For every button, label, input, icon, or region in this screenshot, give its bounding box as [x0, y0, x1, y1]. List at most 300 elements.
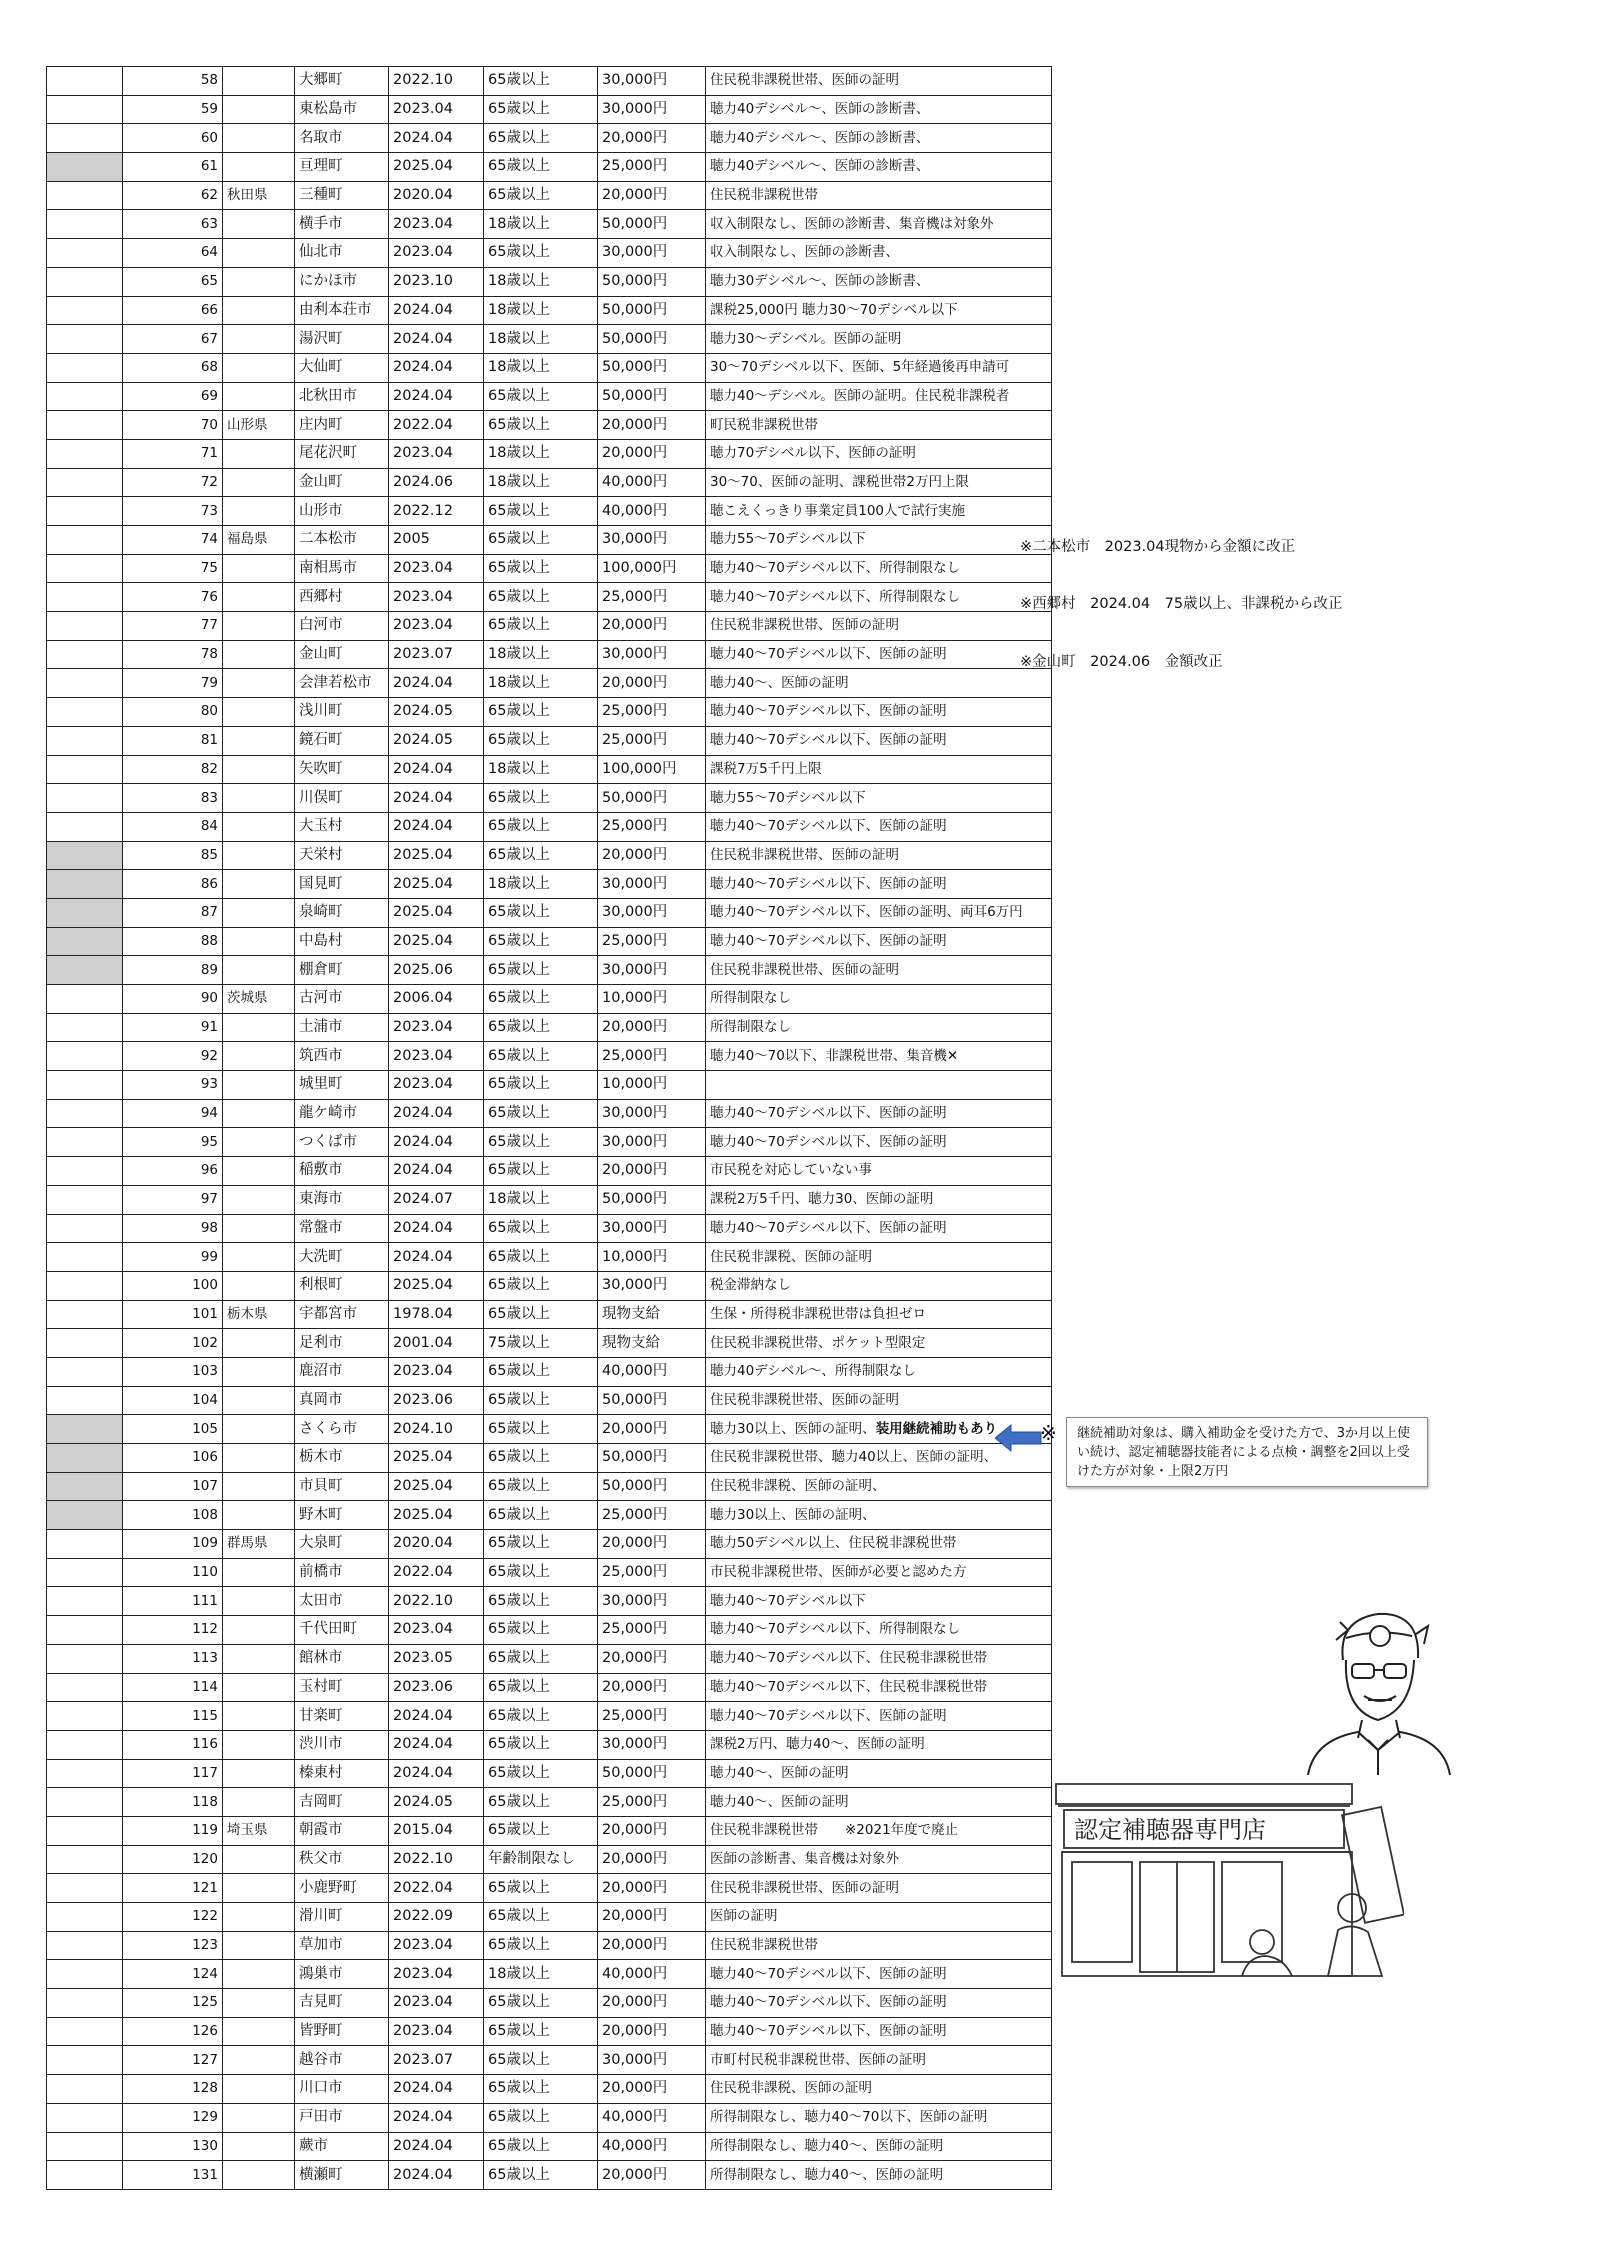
age-cell: 65歳以上 [484, 985, 598, 1014]
table-row [47, 1415, 1052, 1444]
age-cell: 年齢制限なし [484, 1845, 598, 1874]
age-cell: 65歳以上 [484, 1989, 598, 2018]
conditions-text: 所得制限なし、聴力40～70以下、医師の証明 [710, 2109, 988, 2126]
municipality-cell: 栃木市 [295, 1444, 389, 1473]
amount-cell: 30,000円 [598, 640, 706, 669]
conditions-text: 聴力30以上、医師の証明、 [710, 1420, 876, 1437]
municipality-cell: 白河市 [295, 612, 389, 641]
prefecture-cell [223, 1386, 295, 1415]
age-cell: 18歳以上 [484, 267, 598, 296]
table-row [47, 898, 1052, 927]
conditions-cell [706, 1271, 1052, 1300]
prefecture-cell: 栃木県 [223, 1300, 295, 1329]
status-cell [47, 325, 123, 354]
side-note-nishigo: ※西郷村 2024.04 75歳以上、非課税から改正 [1020, 596, 1343, 612]
conditions-cell [706, 2017, 1052, 2046]
age-cell: 65歳以上 [484, 554, 598, 583]
start-date-cell: 2022.04 [389, 1874, 484, 1903]
prefecture-cell [223, 1903, 295, 1932]
conditions-cell [706, 411, 1052, 440]
conditions-text: 聴力40～70以下、非課税世帯、集音機✕ [710, 1047, 959, 1064]
age-cell: 18歳以上 [484, 210, 598, 239]
row-number: 126 [123, 2017, 223, 2046]
row-number: 113 [123, 1644, 223, 1673]
table-row [47, 210, 1052, 239]
conditions-text: 聴力40～70デシベル以下、医師の証明 [710, 646, 947, 663]
start-date-cell: 2001.04 [389, 1329, 484, 1358]
status-cell [47, 841, 123, 870]
municipality-cell: 小鹿野町 [295, 1874, 389, 1903]
status-cell [47, 181, 123, 210]
table-row [47, 1185, 1052, 1214]
municipality-cell: 西郷村 [295, 583, 389, 612]
amount-cell: 20,000円 [598, 2075, 706, 2104]
municipality-cell: 川口市 [295, 2075, 389, 2104]
table-row [47, 1243, 1052, 1272]
table-row [47, 841, 1052, 870]
prefecture-cell [223, 239, 295, 268]
table-row [47, 1472, 1052, 1501]
age-cell: 65歳以上 [484, 1501, 598, 1530]
municipality-cell: 龍ケ崎市 [295, 1099, 389, 1128]
amount-cell: 現物支給 [598, 1300, 706, 1329]
age-cell: 65歳以上 [484, 1271, 598, 1300]
row-number: 117 [123, 1759, 223, 1788]
amount-cell: 30,000円 [598, 1128, 706, 1157]
conditions-text: 住民税非課税、医師の証明 [710, 1248, 872, 1265]
conditions-text: 住民税非課税世帯、医師の証明 [710, 617, 899, 634]
status-cell [47, 239, 123, 268]
start-date-cell: 2023.04 [389, 210, 484, 239]
age-cell: 65歳以上 [484, 1903, 598, 1932]
conditions-text: 聴力40～デシベル。医師の証明。住民税非課税者 [710, 387, 1010, 404]
status-cell [47, 95, 123, 124]
subsidy-table [46, 66, 1052, 2190]
age-cell: 65歳以上 [484, 841, 598, 870]
row-number: 79 [123, 669, 223, 698]
amount-cell: 20,000円 [598, 1157, 706, 1186]
status-cell [47, 124, 123, 153]
table-row [47, 325, 1052, 354]
table-row [47, 239, 1052, 268]
conditions-cell [706, 1558, 1052, 1587]
municipality-cell: 名取市 [295, 124, 389, 153]
row-number: 120 [123, 1845, 223, 1874]
age-cell: 65歳以上 [484, 612, 598, 641]
status-cell [47, 726, 123, 755]
prefecture-cell [223, 583, 295, 612]
row-number: 71 [123, 439, 223, 468]
prefecture-cell [223, 67, 295, 96]
amount-cell: 20,000円 [598, 1903, 706, 1932]
municipality-cell: 浅川町 [295, 698, 389, 727]
conditions-text: 聴力40～70デシベル以下、医師の証明 [710, 818, 947, 835]
amount-cell: 20,000円 [598, 1989, 706, 2018]
status-cell [47, 956, 123, 985]
conditions-text: 聴力50デシベル以上、住民税非課税世帯 [710, 1535, 957, 1552]
age-cell: 65歳以上 [484, 784, 598, 813]
start-date-cell: 2024.05 [389, 698, 484, 727]
conditions-emphasis: 装用継続補助もあり [875, 1420, 998, 1437]
row-number: 86 [123, 870, 223, 899]
prefecture-cell [223, 1874, 295, 1903]
amount-cell: 30,000円 [598, 1730, 706, 1759]
amount-cell: 20,000円 [598, 1874, 706, 1903]
status-cell [47, 898, 123, 927]
status-cell [47, 1759, 123, 1788]
age-cell: 18歳以上 [484, 439, 598, 468]
amount-cell: 50,000円 [598, 382, 706, 411]
conditions-cell [706, 1157, 1052, 1186]
conditions-cell [706, 669, 1052, 698]
row-number: 110 [123, 1558, 223, 1587]
prefecture-cell [223, 2075, 295, 2104]
amount-cell: 20,000円 [598, 1931, 706, 1960]
conditions-text: 聴力40デシベル～、医師の診断書、 [710, 129, 930, 146]
municipality-cell: 金山町 [295, 468, 389, 497]
status-cell [47, 2017, 123, 2046]
age-cell: 65歳以上 [484, 1874, 598, 1903]
amount-cell: 30,000円 [598, 1214, 706, 1243]
prefecture-cell [223, 612, 295, 641]
table-row [47, 956, 1052, 985]
municipality-cell: 稲敷市 [295, 1157, 389, 1186]
prefecture-cell [223, 1989, 295, 2018]
municipality-cell: 前橋市 [295, 1558, 389, 1587]
amount-cell: 50,000円 [598, 784, 706, 813]
table-row [47, 526, 1052, 555]
municipality-cell: 矢吹町 [295, 755, 389, 784]
amount-cell: 25,000円 [598, 1702, 706, 1731]
municipality-cell: 宇都宮市 [295, 1300, 389, 1329]
table-row [47, 95, 1052, 124]
row-number: 76 [123, 583, 223, 612]
prefecture-cell [223, 669, 295, 698]
conditions-cell [706, 2103, 1052, 2132]
row-number: 112 [123, 1616, 223, 1645]
prefecture-cell: 埼玉県 [223, 1816, 295, 1845]
conditions-cell [706, 325, 1052, 354]
status-cell [47, 640, 123, 669]
status-cell [47, 698, 123, 727]
amount-cell: 25,000円 [598, 583, 706, 612]
row-number: 94 [123, 1099, 223, 1128]
municipality-cell: 太田市 [295, 1587, 389, 1616]
age-cell: 65歳以上 [484, 2103, 598, 2132]
prefecture-cell [223, 1931, 295, 1960]
table-row [47, 67, 1052, 96]
amount-cell: 30,000円 [598, 2046, 706, 2075]
table-row [47, 1644, 1052, 1673]
age-cell: 65歳以上 [484, 1157, 598, 1186]
prefecture-cell [223, 1501, 295, 1530]
age-cell: 65歳以上 [484, 1759, 598, 1788]
conditions-cell [706, 985, 1052, 1014]
amount-cell: 30,000円 [598, 526, 706, 555]
row-number: 75 [123, 554, 223, 583]
conditions-cell [706, 698, 1052, 727]
amount-cell: 25,000円 [598, 698, 706, 727]
start-date-cell: 2024.07 [389, 1185, 484, 1214]
status-cell [47, 382, 123, 411]
row-number: 97 [123, 1185, 223, 1214]
start-date-cell: 2023.10 [389, 267, 484, 296]
conditions-text: 聴力40～70デシベル以下、所得制限なし [710, 588, 961, 605]
age-cell: 65歳以上 [484, 181, 598, 210]
conditions-text: 住民税非課税世帯、聴力40以上、医師の証明、 [710, 1449, 998, 1466]
municipality-cell: 大玉村 [295, 812, 389, 841]
table-row [47, 870, 1052, 899]
municipality-cell: 滑川町 [295, 1903, 389, 1932]
age-cell: 65歳以上 [484, 153, 598, 182]
conditions-text: 聴力40～70デシベル以下、医師の証明 [710, 932, 947, 949]
status-cell [47, 1243, 123, 1272]
conditions-text: 聴力40～、医師の証明 [710, 1764, 849, 1781]
row-number: 77 [123, 612, 223, 641]
table-row [47, 1702, 1052, 1731]
table-row [47, 698, 1052, 727]
amount-cell: 20,000円 [598, 439, 706, 468]
conditions-text: 聴こえくっきり事業定員100人で試行実施 [710, 502, 965, 519]
row-number: 72 [123, 468, 223, 497]
age-cell: 65歳以上 [484, 2046, 598, 2075]
conditions-text: 聴力40デシベル～、医師の診断書、 [710, 158, 930, 175]
start-date-cell: 2023.04 [389, 612, 484, 641]
start-date-cell: 2006.04 [389, 985, 484, 1014]
conditions-cell [706, 1759, 1052, 1788]
conditions-text: 聴力40～、医師の証明 [710, 1793, 849, 1810]
start-date-cell: 2023.04 [389, 1931, 484, 1960]
conditions-cell [706, 1386, 1052, 1415]
status-cell [47, 927, 123, 956]
status-cell [47, 1558, 123, 1587]
status-cell [47, 1587, 123, 1616]
table-row [47, 784, 1052, 813]
prefecture-cell [223, 841, 295, 870]
status-cell [47, 612, 123, 641]
amount-cell: 25,000円 [598, 927, 706, 956]
amount-cell: 20,000円 [598, 1673, 706, 1702]
conditions-text: 課税2万円、聴力40～、医師の証明 [710, 1736, 925, 1753]
amount-cell: 50,000円 [598, 267, 706, 296]
conditions-cell [706, 841, 1052, 870]
start-date-cell: 2023.04 [389, 1013, 484, 1042]
conditions-cell [706, 640, 1052, 669]
age-cell: 65歳以上 [484, 1415, 598, 1444]
status-cell [47, 1673, 123, 1702]
age-cell: 18歳以上 [484, 1960, 598, 1989]
age-cell: 65歳以上 [484, 1472, 598, 1501]
municipality-cell: 東松島市 [295, 95, 389, 124]
municipality-cell: 鏡石町 [295, 726, 389, 755]
row-number: 88 [123, 927, 223, 956]
amount-cell: 30,000円 [598, 1271, 706, 1300]
age-cell: 65歳以上 [484, 1558, 598, 1587]
table-row [47, 1329, 1052, 1358]
prefecture-cell [223, 1759, 295, 1788]
amount-cell: 20,000円 [598, 841, 706, 870]
start-date-cell: 2025.04 [389, 898, 484, 927]
municipality-cell: 土浦市 [295, 1013, 389, 1042]
conditions-text: 聴力40～70デシベル以下、医師の証明 [710, 2023, 947, 2040]
start-date-cell: 2024.04 [389, 296, 484, 325]
table-row [47, 1616, 1052, 1645]
conditions-cell [706, 468, 1052, 497]
table-row [47, 1989, 1052, 2018]
amount-cell: 20,000円 [598, 669, 706, 698]
prefecture-cell [223, 468, 295, 497]
conditions-text: 収入制限なし、医師の診断書、 [710, 244, 899, 261]
table-row [47, 411, 1052, 440]
municipality-cell: 山形市 [295, 497, 389, 526]
municipality-cell: 会津若松市 [295, 669, 389, 698]
municipality-cell: 二本松市 [295, 526, 389, 555]
conditions-cell [706, 95, 1052, 124]
row-number: 129 [123, 2103, 223, 2132]
row-number: 114 [123, 1673, 223, 1702]
municipality-cell: 戸田市 [295, 2103, 389, 2132]
age-cell: 65歳以上 [484, 526, 598, 555]
status-cell [47, 1329, 123, 1358]
table-row [47, 554, 1052, 583]
table-row [47, 1816, 1052, 1845]
row-number: 104 [123, 1386, 223, 1415]
row-number: 130 [123, 2132, 223, 2161]
start-date-cell: 2022.10 [389, 1845, 484, 1874]
row-number: 102 [123, 1329, 223, 1358]
municipality-cell: 真岡市 [295, 1386, 389, 1415]
table-row [47, 755, 1052, 784]
age-cell: 65歳以上 [484, 1644, 598, 1673]
start-date-cell: 2023.04 [389, 1042, 484, 1071]
row-number: 74 [123, 526, 223, 555]
start-date-cell: 2023.06 [389, 1386, 484, 1415]
row-number: 91 [123, 1013, 223, 1042]
table-row [47, 1357, 1052, 1386]
conditions-cell [706, 1013, 1052, 1042]
age-cell: 18歳以上 [484, 468, 598, 497]
status-cell [47, 1960, 123, 1989]
municipality-cell: 野木町 [295, 1501, 389, 1530]
table-row [47, 1788, 1052, 1817]
amount-cell: 25,000円 [598, 153, 706, 182]
amount-cell: 20,000円 [598, 1415, 706, 1444]
conditions-text: 住民税非課税世帯、医師の証明 [710, 1391, 899, 1408]
municipality-cell: 筑西市 [295, 1042, 389, 1071]
municipality-cell: 吉見町 [295, 1989, 389, 2018]
row-number: 127 [123, 2046, 223, 2075]
conditions-text: 収入制限なし、医師の診断書、集音機は対象外 [710, 215, 994, 232]
age-cell: 65歳以上 [484, 497, 598, 526]
municipality-cell: 大泉町 [295, 1530, 389, 1559]
status-cell [47, 1444, 123, 1473]
table-row [47, 1214, 1052, 1243]
conditions-cell [706, 1128, 1052, 1157]
prefecture-cell [223, 1444, 295, 1473]
status-cell [47, 526, 123, 555]
conditions-cell [706, 153, 1052, 182]
conditions-cell [706, 124, 1052, 153]
age-cell: 65歳以上 [484, 927, 598, 956]
status-cell [47, 1386, 123, 1415]
start-date-cell: 2023.07 [389, 2046, 484, 2075]
conditions-cell [706, 2161, 1052, 2190]
row-number: 125 [123, 1989, 223, 2018]
conditions-text: 聴力40～70デシベル以下、医師の証明 [710, 732, 947, 749]
amount-cell: 40,000円 [598, 2103, 706, 2132]
status-cell [47, 1271, 123, 1300]
age-cell: 65歳以上 [484, 239, 598, 268]
prefecture-cell [223, 353, 295, 382]
prefecture-cell [223, 1702, 295, 1731]
status-cell [47, 67, 123, 96]
start-date-cell: 2024.04 [389, 325, 484, 354]
conditions-cell [706, 1472, 1052, 1501]
table-row [47, 2046, 1052, 2075]
status-cell [47, 812, 123, 841]
row-number: 82 [123, 755, 223, 784]
start-date-cell: 2024.04 [389, 353, 484, 382]
amount-cell: 現物支給 [598, 1329, 706, 1358]
start-date-cell: 2020.04 [389, 1530, 484, 1559]
amount-cell: 50,000円 [598, 1472, 706, 1501]
conditions-text: 聴力30～デシベル。医師の証明 [710, 330, 902, 347]
start-date-cell: 2023.04 [389, 554, 484, 583]
prefecture-cell [223, 698, 295, 727]
municipality-cell: 横瀬町 [295, 2161, 389, 2190]
row-number: 119 [123, 1816, 223, 1845]
prefecture-cell [223, 210, 295, 239]
amount-cell: 20,000円 [598, 2017, 706, 2046]
conditions-text: 市民税を対応していない事 [710, 1162, 872, 1179]
conditions-text: 聴力40～70デシベル以下、所得制限なし [710, 1621, 961, 1638]
prefecture-cell [223, 1128, 295, 1157]
status-cell [47, 1157, 123, 1186]
prefecture-cell [223, 95, 295, 124]
table-row [47, 1874, 1052, 1903]
arrow-left-icon [995, 1424, 1043, 1452]
status-cell [47, 1071, 123, 1100]
table-row [47, 1042, 1052, 1071]
age-cell: 65歳以上 [484, 698, 598, 727]
conditions-cell [706, 1042, 1052, 1071]
status-cell [47, 1788, 123, 1817]
start-date-cell: 2022.04 [389, 411, 484, 440]
age-cell: 65歳以上 [484, 1013, 598, 1042]
row-number: 124 [123, 1960, 223, 1989]
municipality-cell: 由利本荘市 [295, 296, 389, 325]
amount-cell: 30,000円 [598, 1587, 706, 1616]
prefecture-cell [223, 267, 295, 296]
amount-cell: 20,000円 [598, 181, 706, 210]
prefecture-cell [223, 1157, 295, 1186]
conditions-text: 聴力40～70デシベル以下、所得制限なし [710, 560, 961, 577]
table-row [47, 468, 1052, 497]
conditions-cell [706, 612, 1052, 641]
status-cell [47, 1530, 123, 1559]
table-row [47, 1931, 1052, 1960]
amount-cell: 25,000円 [598, 1788, 706, 1817]
prefecture-cell [223, 640, 295, 669]
age-cell: 65歳以上 [484, 1816, 598, 1845]
conditions-text: 町民税非課税世帯 [710, 416, 818, 433]
start-date-cell: 2023.04 [389, 583, 484, 612]
status-cell [47, 1300, 123, 1329]
start-date-cell: 2023.05 [389, 1644, 484, 1673]
age-cell: 75歳以上 [484, 1329, 598, 1358]
age-cell: 65歳以上 [484, 726, 598, 755]
municipality-cell: 城里町 [295, 1071, 389, 1100]
